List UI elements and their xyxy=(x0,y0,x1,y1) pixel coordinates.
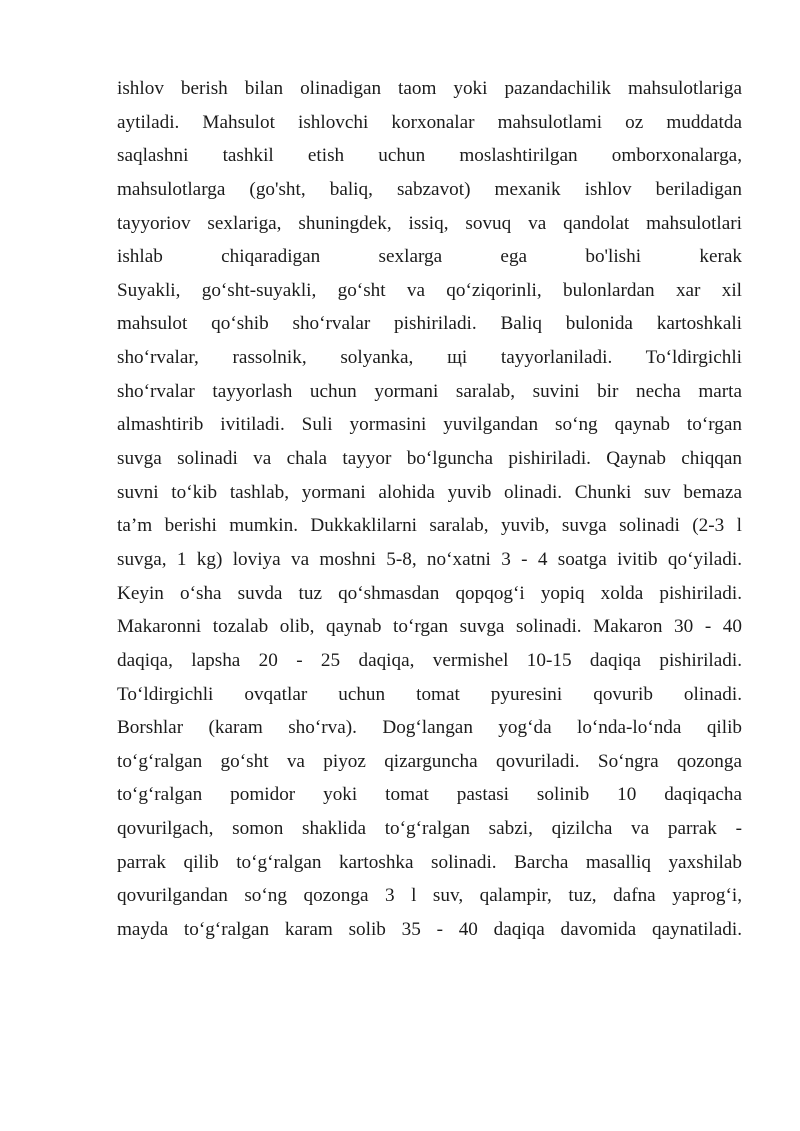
text-line: mahsulotlarga (go'sht, baliq, sabzavot) mexanik ishlov beriladigan xyxy=(117,178,742,200)
text-line: daqiqa, lapsha 20 - 25 daqiqa, vermishel 10-15 daqiqa pishiriladi. xyxy=(117,649,742,671)
text-line: Borshlar (karam sho‘rva). Dog‘langan yog‘da lo‘nda-lo‘nda qilib xyxy=(117,717,742,739)
text-line: ishlov berish bilan olinadigan taom yoki pazandachilik mahsulotlariga xyxy=(117,78,742,99)
text-line: qovurilgandan so‘ng qozonga 3 l suv, qalampir, tuz, dafna yaprog‘i, xyxy=(117,885,742,907)
text-line: saqlashni tashkil etish uchun moslashtirilgan omborxonalarga, xyxy=(117,145,742,167)
text-line: suvga solinadi va chala tayyor bo‘lguncha pishiriladi. Qaynab chiqqan xyxy=(117,448,742,470)
text-line: almashtirib ivitiladi. Suli yormasini yuvilgandan so‘ng qaynab to‘rgan xyxy=(117,414,742,436)
text-line: Makaronni tozalab olib, qaynab to‘rgan suvga solinadi. Makaron 30 - 40 xyxy=(117,616,742,638)
body-text xyxy=(117,72,742,947)
text-line: sho‘rvalar, rassolnik, solyanka, щi tayyorlaniladi. To‘ldirgichli xyxy=(117,347,742,369)
text-line: aytiladi. Mahsulot ishlovchi korxonalar mahsulotlami oz muddatda xyxy=(117,111,742,133)
text-line: to‘g‘ralgan pomidor yoki tomat pastasi solinib 10 daqiqacha xyxy=(117,784,742,806)
text-line: mahsulot qo‘shib sho‘rvalar pishiriladi. Baliq bulonida kartoshkali xyxy=(117,313,742,335)
text-line: to‘g‘ralgan go‘sht va piyoz qizarguncha qovuriladi. So‘ngra qozonga xyxy=(117,750,742,772)
text-line: ishlab chiqaradigan sexlarga ega bo'lishi kerak xyxy=(117,246,742,268)
text-line: qovurilgach, somon shaklida to‘g‘ralgan sabzi, qizilcha va parrak - xyxy=(117,818,742,840)
text-line: suvni to‘kib tashlab, yormani alohida yuvib olinadi. Chunki suv bemaza xyxy=(117,481,742,503)
text-line: parrak qilib to‘g‘ralgan kartoshka solinadi. Barcha masalliq yaxshilab xyxy=(117,851,742,873)
text-line: ta’m berishi mumkin. Dukkaklilarni saralab, yuvib, suvga solinadi (2-3 l xyxy=(117,515,742,537)
text-line: sho‘rvalar tayyorlash uchun yormani saralab, suvini bir necha marta xyxy=(117,380,742,402)
text-line: tayyoriov sexlariga, shuningdek, issiq, sovuq va qandolat mahsulotlari xyxy=(117,212,742,234)
text-line: To‘ldirgichli ovqatlar uchun tomat pyuresini qovurib olinadi. xyxy=(117,683,742,705)
text-line: Keyin o‘sha suvda tuz qo‘shmasdan qopqog‘i yopiq xolda pishiriladi. xyxy=(117,582,742,604)
text-line: mayda to‘g‘ralgan karam solib 35 - 40 daqiqa davomida qaynatiladi. xyxy=(117,919,742,941)
text-line: Suyakli, go‘sht-suyakli, go‘sht va qo‘ziqorinli, bulonlardan xar xil xyxy=(117,279,742,301)
text-line: suvga, 1 kg) loviya va moshni 5-8, no‘xatni 3 - 4 soatga ivitib qo‘yiladi. xyxy=(117,548,742,570)
